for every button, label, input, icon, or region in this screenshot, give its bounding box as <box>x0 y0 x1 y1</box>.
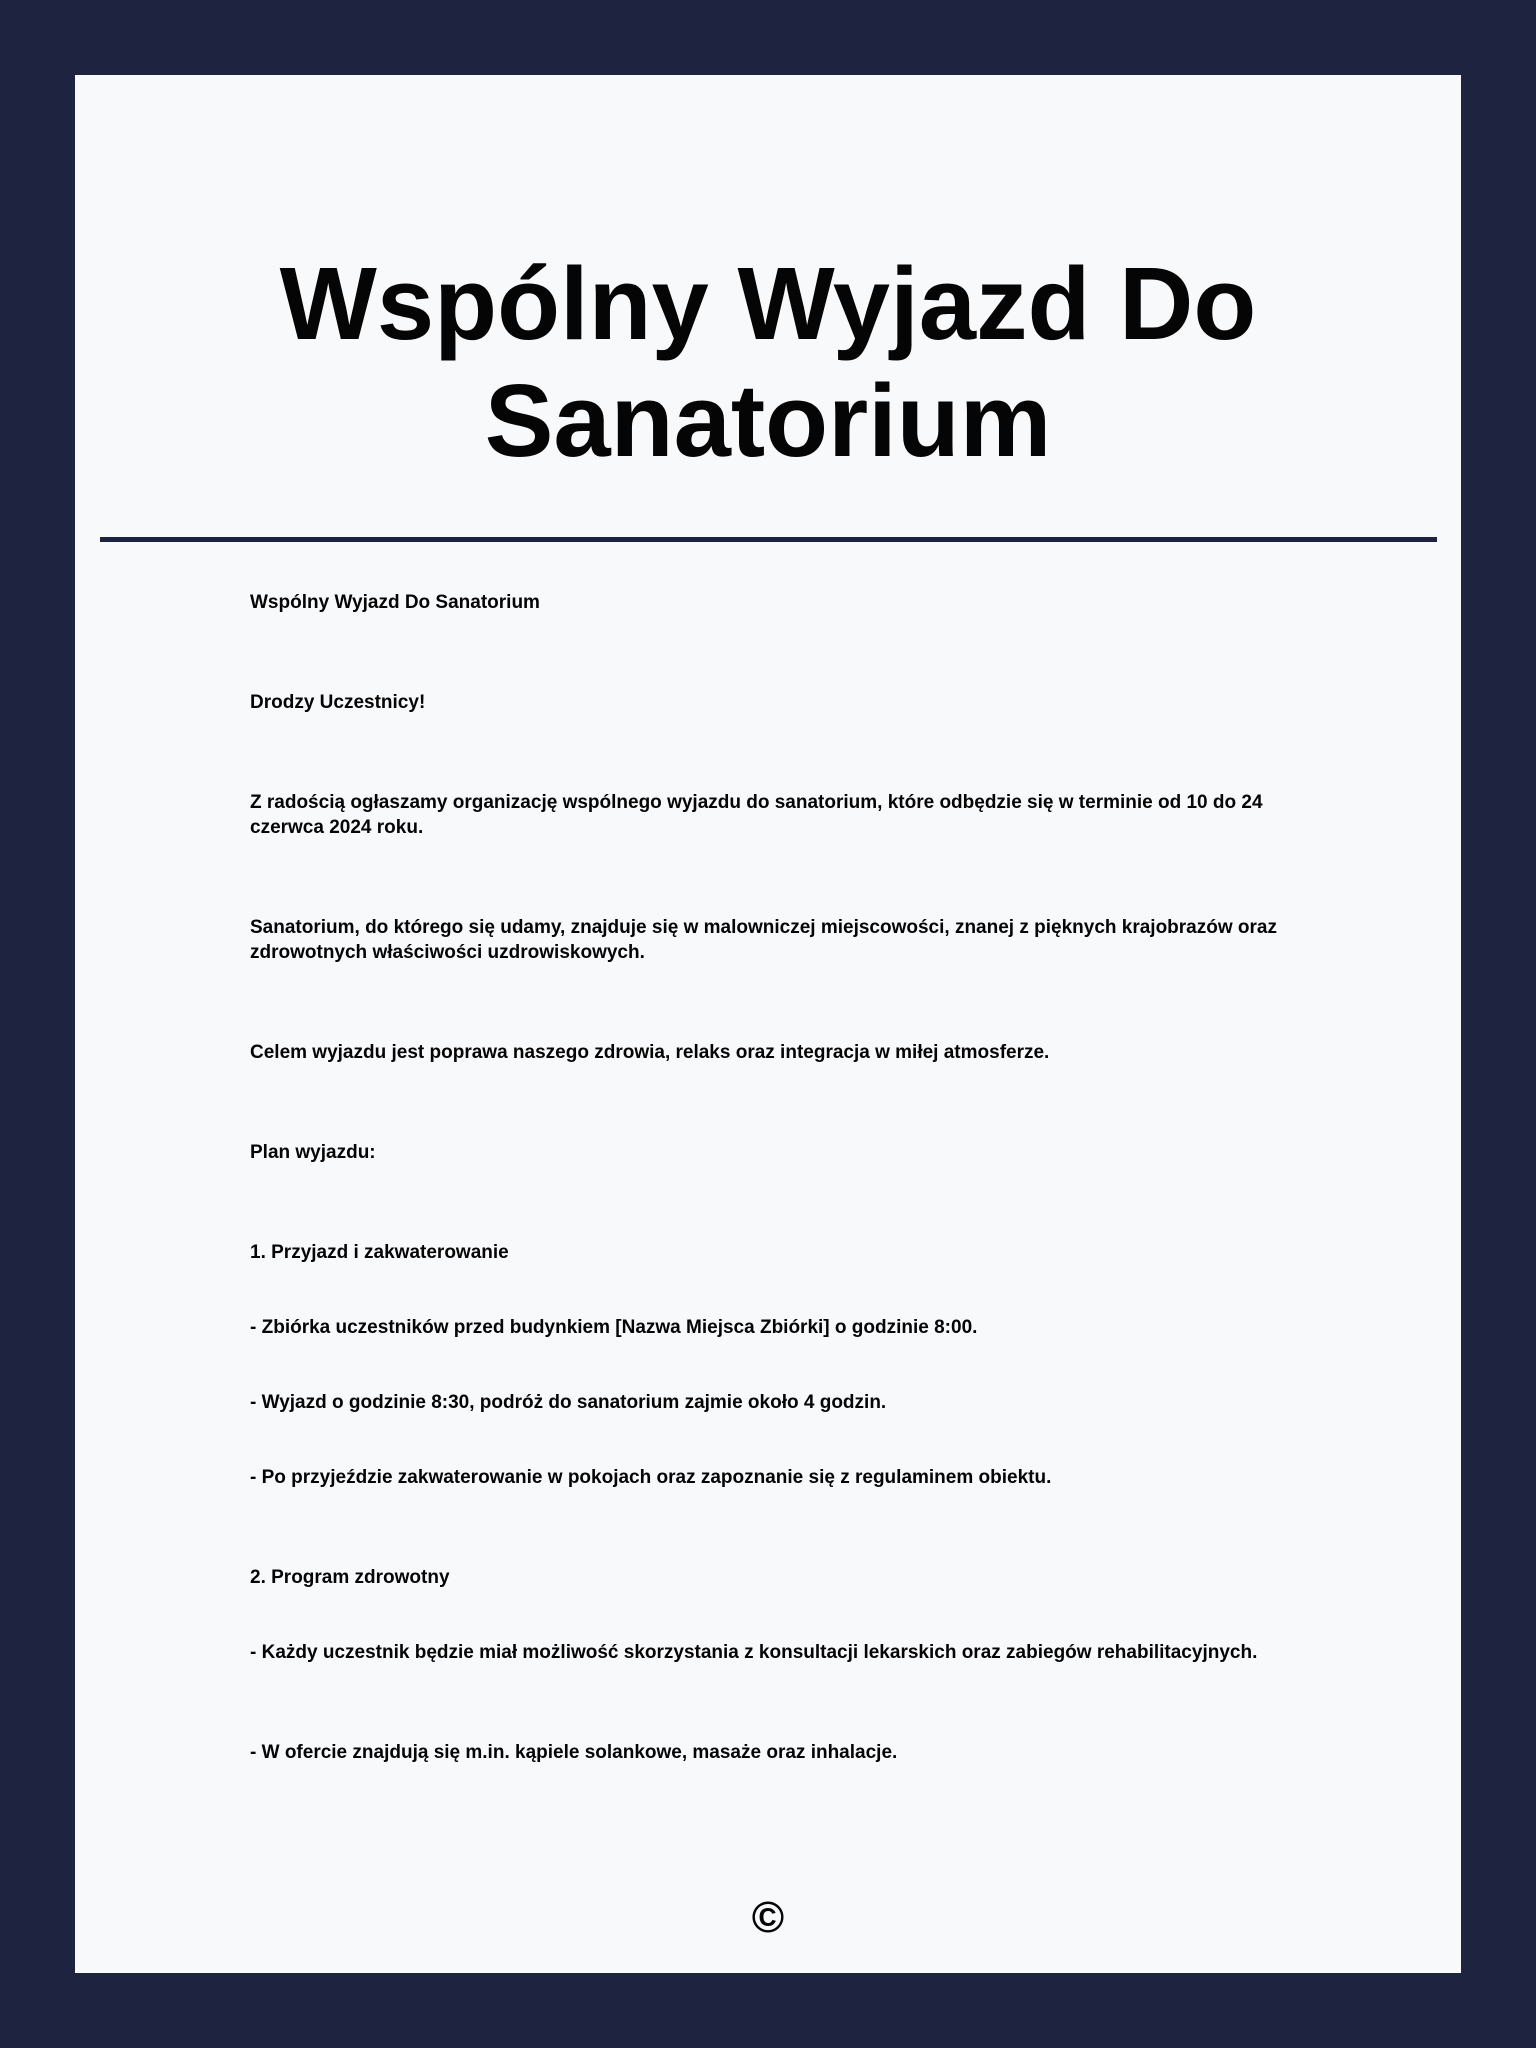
list-item: - Po przyjeździe zakwaterowanie w pokojach oraz zapoznanie się z regulaminem obiektu. <box>250 1467 1052 1488</box>
list-item: - Zbiórka uczestników przed budynkiem [Nazwa Miejsca Zbiórki] o godzinie 8:00. <box>250 1317 978 1338</box>
document-page <box>75 75 1461 1973</box>
list-item: - Każdy uczestnik będzie miał możliwość skorzystania z konsultacji lekarskich oraz zabiegów rehabilitacyjnych. <box>250 1642 1258 1663</box>
paragraph-purpose: Celem wyjazdu jest poprawa naszego zdrowia, relaks oraz integracja w miłej atmosferze. <box>250 1042 1050 1063</box>
paragraph-location: Sanatorium, do którego się udamy, znajduje się w malowniczej miejscowości, znanej z pięknych krajobrazów oraz zdrowotnych właściwości uzdrowiskowych. <box>250 917 1277 963</box>
list-item: - W ofercie znajdują się m.in. kąpiele solankowe, masaże oraz inhalacje. <box>250 1742 898 1763</box>
title-divider <box>100 537 1437 542</box>
paragraph-announcement: Z radością ogłaszamy organizację wspólnego wyjazdu do sanatorium, które odbędzie się w terminie od 10 do 24 czerwca 2024 roku. <box>250 792 1263 838</box>
list-item: - Wyjazd o godzinie 8:30, podróż do sanatorium zajmie około 4 godzin. <box>250 1392 887 1413</box>
copyright-symbol: © <box>751 1893 785 1942</box>
title-block <box>75 245 1461 479</box>
body-heading: Wspólny Wyjazd Do Sanatorium <box>250 592 540 613</box>
greeting: Drodzy Uczestnicy! <box>250 692 426 713</box>
page-title: Wspólny Wyjazd Do Sanatorium <box>279 246 1257 478</box>
section-heading-arrival: 1. Przyjazd i zakwaterowanie <box>250 1242 509 1263</box>
plan-heading: Plan wyjazdu: <box>250 1142 376 1163</box>
section-heading-health: 2. Program zdrowotny <box>250 1567 450 1588</box>
